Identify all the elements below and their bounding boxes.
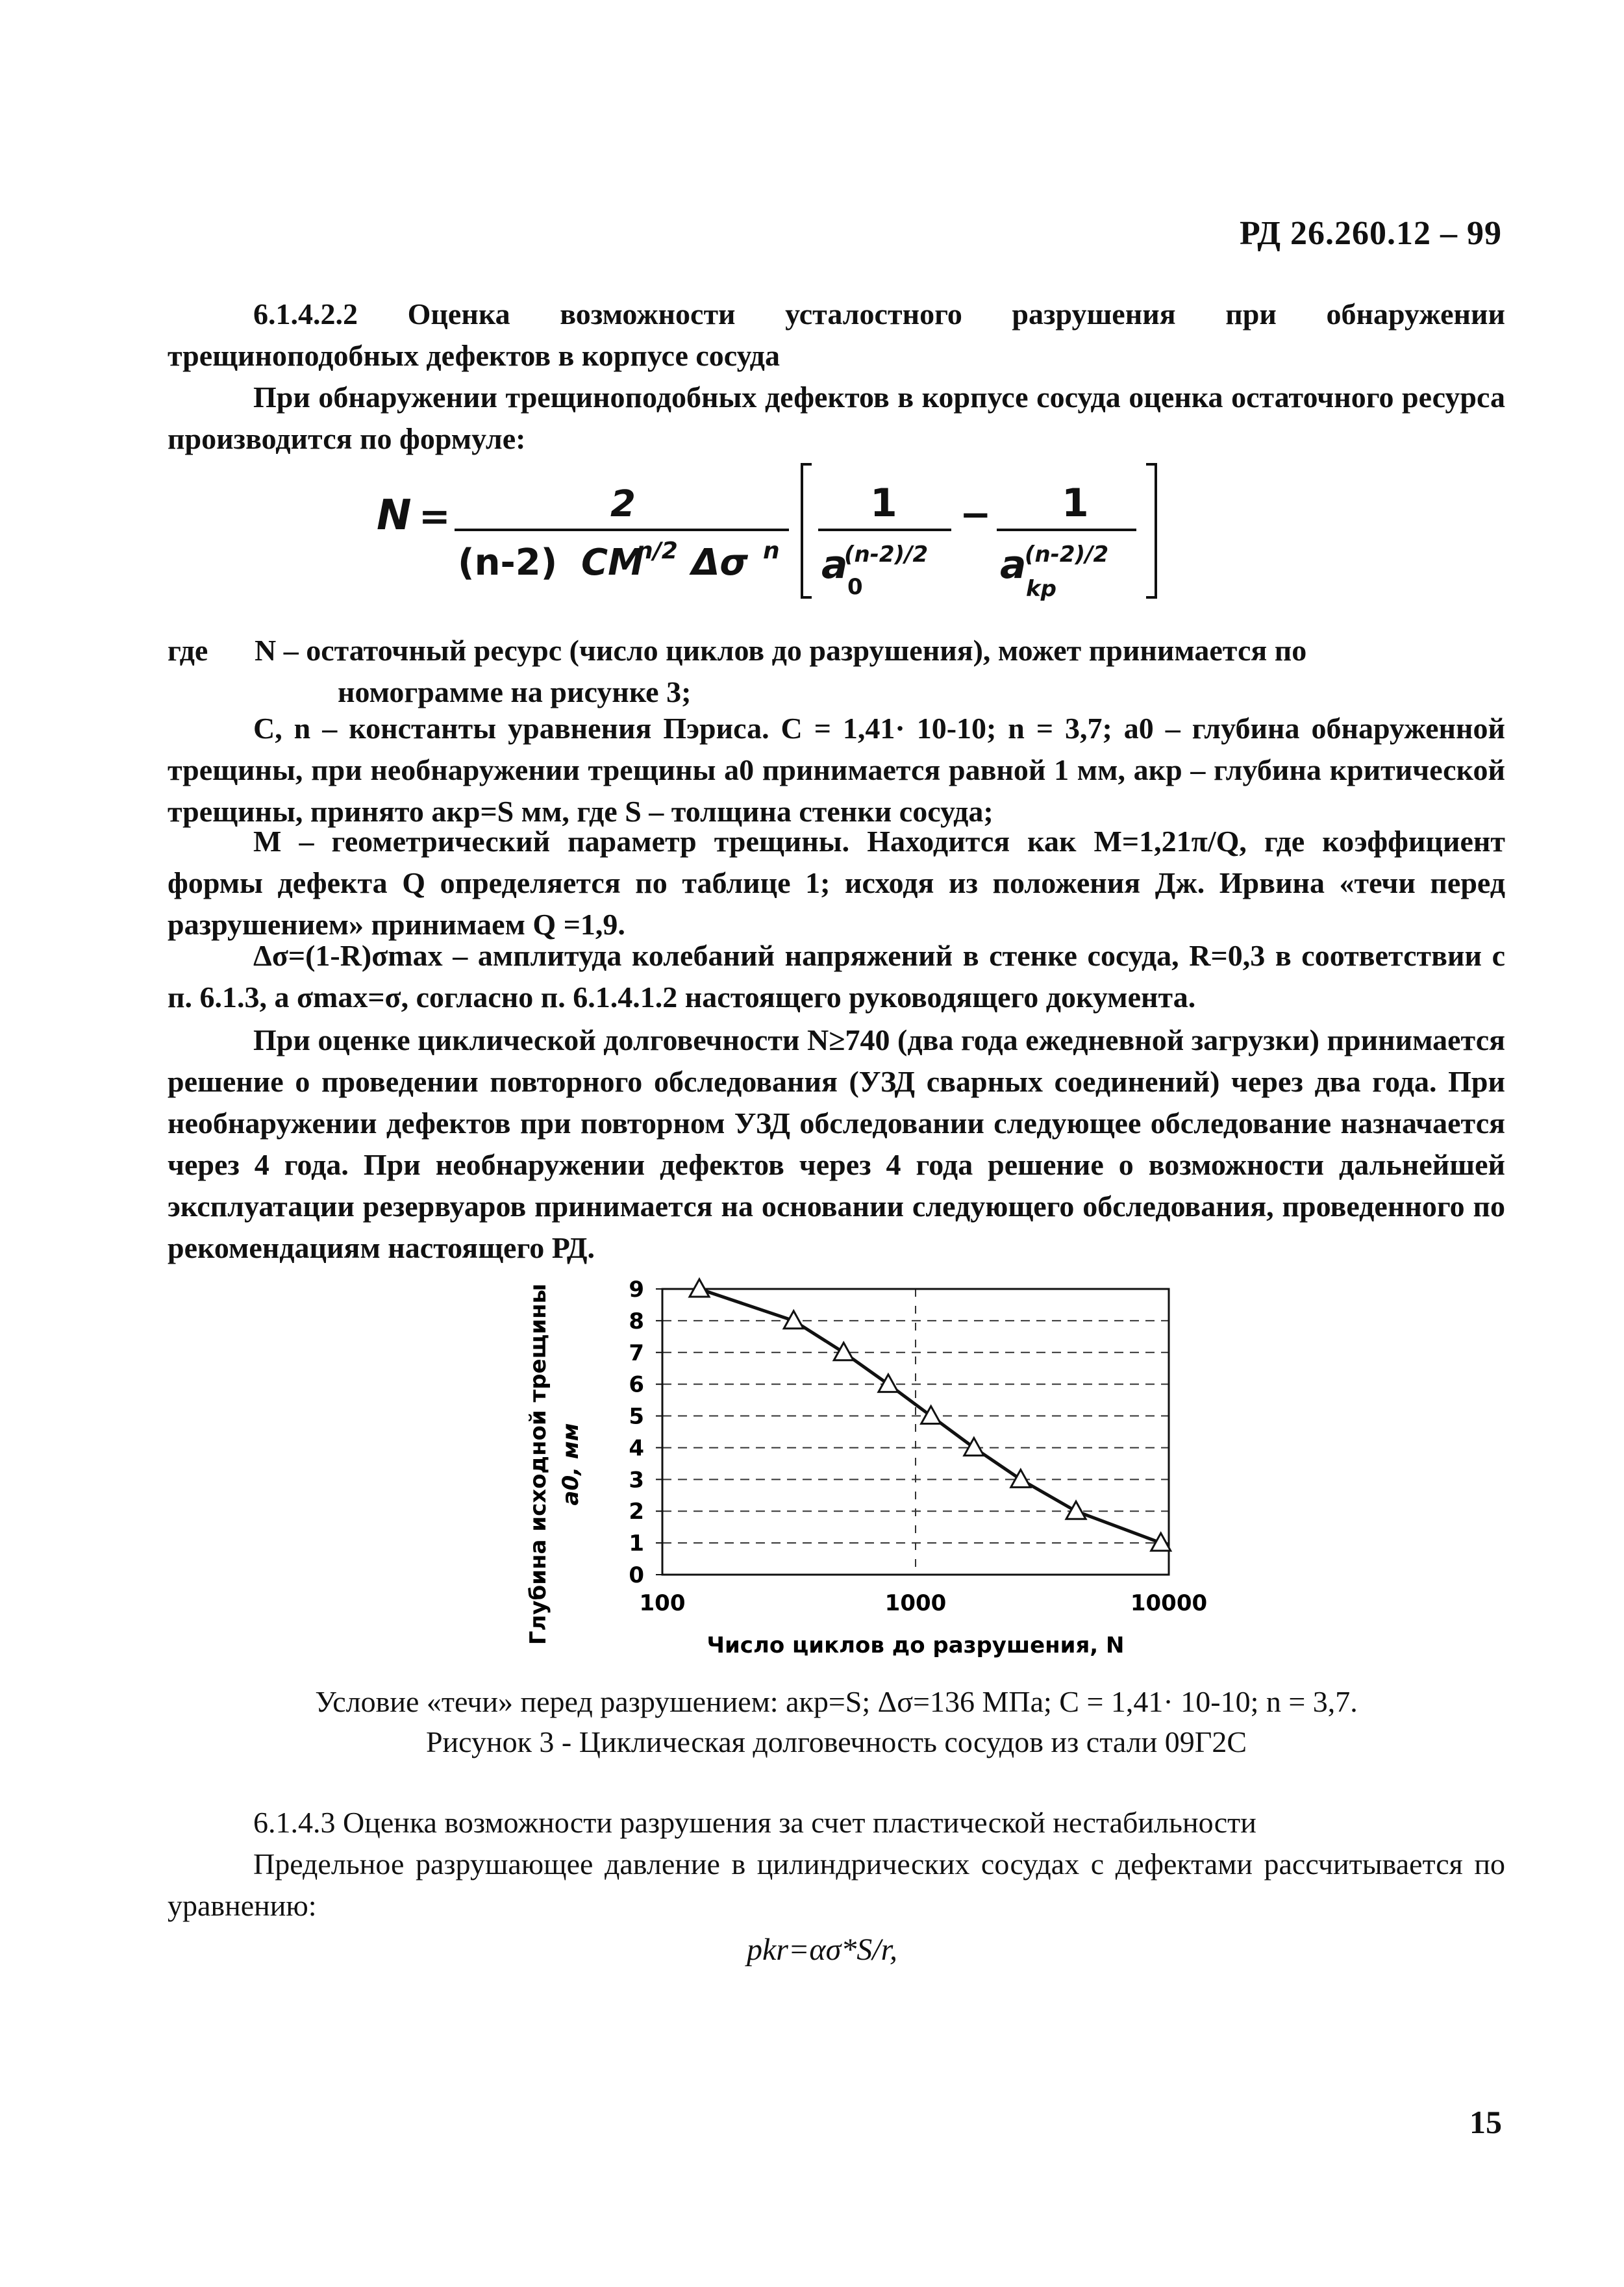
formula-den-b: CM (581, 542, 644, 584)
data-point (1066, 1501, 1086, 1519)
y-tick-label: 4 (629, 1435, 644, 1462)
def-n-line2: номограмме на рисунке 3; (338, 675, 692, 708)
formula-den-exp: n/2 (636, 538, 678, 564)
y-tick-label: 2 (629, 1499, 644, 1525)
critical-pressure-formula: pkr=ασ*S/r, (747, 1932, 897, 1967)
formula-den-c: Δσ (692, 542, 748, 584)
formula-lhs: N (377, 492, 412, 540)
formula-numerator: 2 (610, 483, 636, 525)
section-intro: При обнаружении трещиноподобных дефектов в корпусе сосуда оценка остаточного ресурса производится по формуле: (168, 381, 1505, 455)
formula-t1-exp: (n-2)/2 (844, 542, 929, 568)
where-label: где (168, 634, 208, 667)
formula-den-a: (n-2) (458, 542, 558, 584)
data-point (834, 1343, 853, 1360)
y-axis-label-line1: Глубина исходной трещины (525, 1283, 551, 1645)
x-tick-label: 1000 (884, 1590, 947, 1616)
formula-eq: = (419, 494, 451, 538)
data-point (921, 1406, 941, 1424)
data-point (964, 1438, 984, 1455)
figure-condition: Условие «течи» перед разрушением: aкр=S; Δσ=136 МПа; C = 1,41· 10-10; n = 3,7. (315, 1685, 1358, 1718)
formula-t1-num: 1 (870, 481, 897, 526)
formula-den-c-exp: n (763, 538, 780, 564)
formula-t1-sub: 0 (847, 574, 863, 600)
def-delta-sigma: Δσ=(1-R)σmax – амплитуда колебаний напряжений в стенке сосуда, R=0,3 в соответствии с п. 6.1.3, а σmax=σ, согласно п. 6.1.4.1.2 настоящего руководящего документа. (168, 939, 1505, 1014)
y-tick-label: 3 (629, 1467, 644, 1493)
section-heading-6-1-4-3: 6.1.4.3 Оценка возможности разрушения за счет пластической нестабильности (253, 1806, 1256, 1839)
def-c-n: C, n – константы уравнения Пэриса. C = 1,41· 10-10; n = 3,7; a0 – глубина обнаруженной трещины, при необнаружении трещины a0 принимается равной 1 мм, aкр – глубина критической трещины, принято aкр=S мм, где S – толщина стенки сосуда; (168, 712, 1505, 828)
data-point (1011, 1469, 1031, 1487)
y-axis-label-line2: a0, мм (558, 1423, 584, 1506)
formula-minus: − (960, 492, 992, 536)
residual-life-formula (364, 455, 1182, 610)
y-tick-label: 5 (629, 1403, 644, 1430)
formula-t2-exp: (n-2)/2 (1025, 542, 1109, 568)
y-tick-label: 7 (629, 1340, 644, 1366)
def-n-line1: N – остаточный ресурс (число циклов до разрушения), может принимается по (255, 634, 1307, 667)
formula-t2-den: a (1000, 542, 1027, 588)
section-6-1-4-3-text: Предельное разрушающее давление в цилиндрических сосудах с дефектами рассчитывается по уравнению: (168, 1847, 1505, 1922)
y-tick-label: 8 (629, 1308, 644, 1334)
formula-t2-num: 1 (1062, 481, 1089, 526)
y-tick-label: 0 (629, 1562, 644, 1588)
x-axis-label: Число циклов до разрушения, N (706, 1632, 1125, 1658)
document-code: РД 26.260.12 – 99 (1240, 215, 1502, 252)
y-tick-label: 1 (629, 1531, 644, 1557)
formula-t2-sub: kp (1026, 576, 1056, 602)
formula-t1-den: a (821, 542, 848, 588)
data-point (879, 1375, 898, 1392)
cyclic-durability-chart (513, 1269, 1240, 1659)
x-tick-label: 10000 (1130, 1590, 1208, 1616)
section-heading-6-1-4-2-2: 6.1.4.2.2 Оценка возможности усталостного разрушения при обнаружении трещиноподобных дефектов в корпусе сосуда (168, 297, 1505, 372)
y-tick-label: 9 (629, 1277, 644, 1303)
figure-caption: Рисунок 3 - Циклическая долговечность сосудов из стали 09Г2С (425, 1725, 1247, 1758)
page-number: 15 (1469, 2104, 1502, 2140)
paragraph-cyclic-durability: При оценке циклической долговечности N≥740 (два года ежедневной загрузки) принимается решение о проведении повторного обследования (УЗД сварных соединений) через два года. При необнаружении дефектов при повторном УЗД обследовании следующее обследование назначается через 4 года. При необнаружении дефектов через 4 года решение о возможности дальнейшей эксплуатации резервуаров принимается на основании следующего обследования, проведенного по рекомендациям настоящего РД. (168, 1023, 1505, 1264)
y-tick-label: 6 (629, 1371, 644, 1398)
x-tick-label: 100 (639, 1590, 686, 1616)
def-m: M – геометрический параметр трещины. Находится как M=1,21π/Q, где коэффициент формы дефекта Q определяется по таблице 1; исходя из положения Дж. Ирвина «течи перед разрушением» принимаем Q =1,9. (168, 825, 1505, 941)
